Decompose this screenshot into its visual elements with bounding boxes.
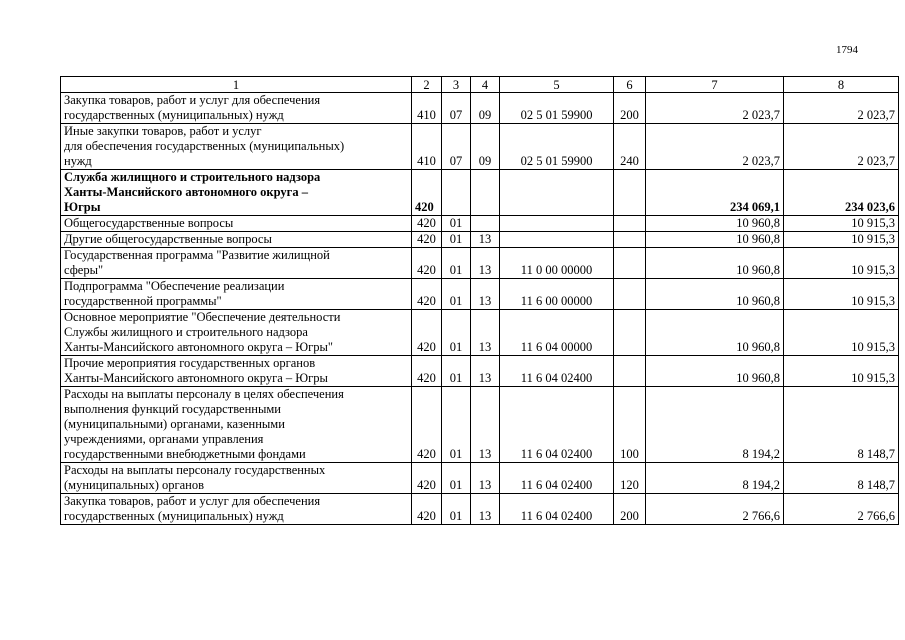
table-row: [61, 387, 899, 463]
target-article-code: 11 6 04 00000: [500, 310, 614, 356]
table-row: [61, 463, 899, 494]
table-row: [61, 310, 899, 356]
page-number: 1794: [836, 44, 858, 56]
target-article-code: [500, 216, 614, 232]
subsection-code: 13: [471, 279, 500, 310]
table-row: [61, 356, 899, 387]
expense-type-code: 200: [614, 93, 646, 124]
target-article-code: 11 6 04 02400: [500, 494, 614, 525]
amount-col7: 8 194,2: [646, 463, 784, 494]
expense-type-code: [614, 356, 646, 387]
item-name: Иные закупки товаров, работ и услуг для обеспечения государственных (муниципальных) нужд: [61, 124, 412, 170]
header-cell: 7: [646, 77, 784, 93]
item-name: Государственная программа "Развитие жилищной сферы": [61, 248, 412, 279]
subsection-code: [471, 216, 500, 232]
target-article-code: 11 0 00 00000: [500, 248, 614, 279]
section-code: 01: [442, 232, 471, 248]
expense-type-code: [614, 310, 646, 356]
section-code: 07: [442, 124, 471, 170]
amount-col7: 10 960,8: [646, 248, 784, 279]
target-article-code: 11 6 04 02400: [500, 463, 614, 494]
subsection-code: 09: [471, 124, 500, 170]
expense-type-code: 100: [614, 387, 646, 463]
expense-type-code: 120: [614, 463, 646, 494]
amount-col8: 10 915,3: [784, 356, 899, 387]
amount-col8: 10 915,3: [784, 232, 899, 248]
header-cell: 5: [500, 77, 614, 93]
expense-type-code: 200: [614, 494, 646, 525]
subsection-code: 09: [471, 93, 500, 124]
amount-col8: 10 915,3: [784, 279, 899, 310]
header-cell: 3: [442, 77, 471, 93]
section-code: 01: [442, 216, 471, 232]
expense-type-code: 240: [614, 124, 646, 170]
section-code: 01: [442, 310, 471, 356]
amount-col7: 2 766,6: [646, 494, 784, 525]
amount-col7: 8 194,2: [646, 387, 784, 463]
subsection-code: 13: [471, 387, 500, 463]
ministry-code: 420: [412, 216, 442, 232]
amount-col7: 10 960,8: [646, 356, 784, 387]
section-code: [442, 170, 471, 216]
header-cell: 8: [784, 77, 899, 93]
ministry-code: 420: [412, 463, 442, 494]
item-name: Другие общегосударственные вопросы: [61, 232, 412, 248]
subsection-code: 13: [471, 248, 500, 279]
amount-col8: 8 148,7: [784, 387, 899, 463]
table-row: [61, 216, 899, 232]
subsection-code: 13: [471, 463, 500, 494]
ministry-code: 420: [412, 232, 442, 248]
item-name: Основное мероприятие "Обеспечение деятельности Службы жилищного и строительного надзора Ханты-Мансийского автономного округа – Югры": [61, 310, 412, 356]
amount-col8: 8 148,7: [784, 463, 899, 494]
budget-table: [60, 76, 899, 525]
amount-col7: 10 960,8: [646, 216, 784, 232]
table-row: [61, 494, 899, 525]
item-name: Закупка товаров, работ и услуг для обеспечения государственных (муниципальных) нужд: [61, 494, 412, 525]
section-code: 01: [442, 463, 471, 494]
expense-type-code: [614, 279, 646, 310]
table-row: [61, 232, 899, 248]
amount-col8: 10 915,3: [784, 248, 899, 279]
item-name: Закупка товаров, работ и услуг для обеспечения государственных (муниципальных) нужд: [61, 93, 412, 124]
table-row: [61, 124, 899, 170]
target-article-code: [500, 232, 614, 248]
amount-col7: 234 069,1: [646, 170, 784, 216]
header-cell: 2: [412, 77, 442, 93]
amount-col7: 10 960,8: [646, 232, 784, 248]
table-row: [61, 279, 899, 310]
amount-col8: 2 023,7: [784, 93, 899, 124]
item-name: Общегосударственные вопросы: [61, 216, 412, 232]
expense-type-code: [614, 248, 646, 279]
amount-col8: 2 766,6: [784, 494, 899, 525]
subsection-code: 13: [471, 310, 500, 356]
ministry-code: 420: [412, 494, 442, 525]
amount-col8: 234 023,6: [784, 170, 899, 216]
ministry-code: 420: [412, 248, 442, 279]
target-article-code: 11 6 04 02400: [500, 387, 614, 463]
subsection-code: 13: [471, 494, 500, 525]
header-cell: 6: [614, 77, 646, 93]
section-code: 01: [442, 387, 471, 463]
item-name: Служба жилищного и строительного надзора Ханты-Мансийского автономного округа – Югры: [61, 170, 412, 216]
item-name: Расходы на выплаты персоналу в целях обеспечения выполнения функций государственными (муниципальными) органами, казенными учреждениями, органами управления государственными внебюджетными фондами: [61, 387, 412, 463]
amount-col8: 10 915,3: [784, 310, 899, 356]
section-code: 01: [442, 279, 471, 310]
section-code: 01: [442, 248, 471, 279]
item-name: Подпрограмма "Обеспечение реализации государственной программы": [61, 279, 412, 310]
amount-col8: 2 023,7: [784, 124, 899, 170]
ministry-code: 420: [412, 310, 442, 356]
header-cell: 4: [471, 77, 500, 93]
ministry-code: 420: [412, 387, 442, 463]
item-name: Прочие мероприятия государственных органов Ханты-Мансийского автономного округа – Югры: [61, 356, 412, 387]
amount-col7: 2 023,7: [646, 124, 784, 170]
ministry-code: 410: [412, 124, 442, 170]
table-row: [61, 248, 899, 279]
amount-col7: 10 960,8: [646, 279, 784, 310]
table-row: [61, 170, 899, 216]
subsection-code: [471, 170, 500, 216]
subsection-code: 13: [471, 232, 500, 248]
ministry-code: 420: [412, 356, 442, 387]
expense-type-code: [614, 170, 646, 216]
ministry-code: 420: [412, 279, 442, 310]
amount-col7: 2 023,7: [646, 93, 784, 124]
target-article-code: [500, 170, 614, 216]
table-header-row: [61, 77, 899, 93]
section-code: 01: [442, 494, 471, 525]
expense-type-code: [614, 232, 646, 248]
header-cell: 1: [61, 77, 412, 93]
table-row: [61, 93, 899, 124]
target-article-code: 11 6 00 00000: [500, 279, 614, 310]
target-article-code: 02 5 01 59900: [500, 124, 614, 170]
subsection-code: 13: [471, 356, 500, 387]
target-article-code: 02 5 01 59900: [500, 93, 614, 124]
target-article-code: 11 6 04 02400: [500, 356, 614, 387]
section-code: 01: [442, 356, 471, 387]
expense-type-code: [614, 216, 646, 232]
section-code: 07: [442, 93, 471, 124]
amount-col8: 10 915,3: [784, 216, 899, 232]
amount-col7: 10 960,8: [646, 310, 784, 356]
item-name: Расходы на выплаты персоналу государственных (муниципальных) органов: [61, 463, 412, 494]
ministry-code: 420: [412, 170, 442, 216]
ministry-code: 410: [412, 93, 442, 124]
